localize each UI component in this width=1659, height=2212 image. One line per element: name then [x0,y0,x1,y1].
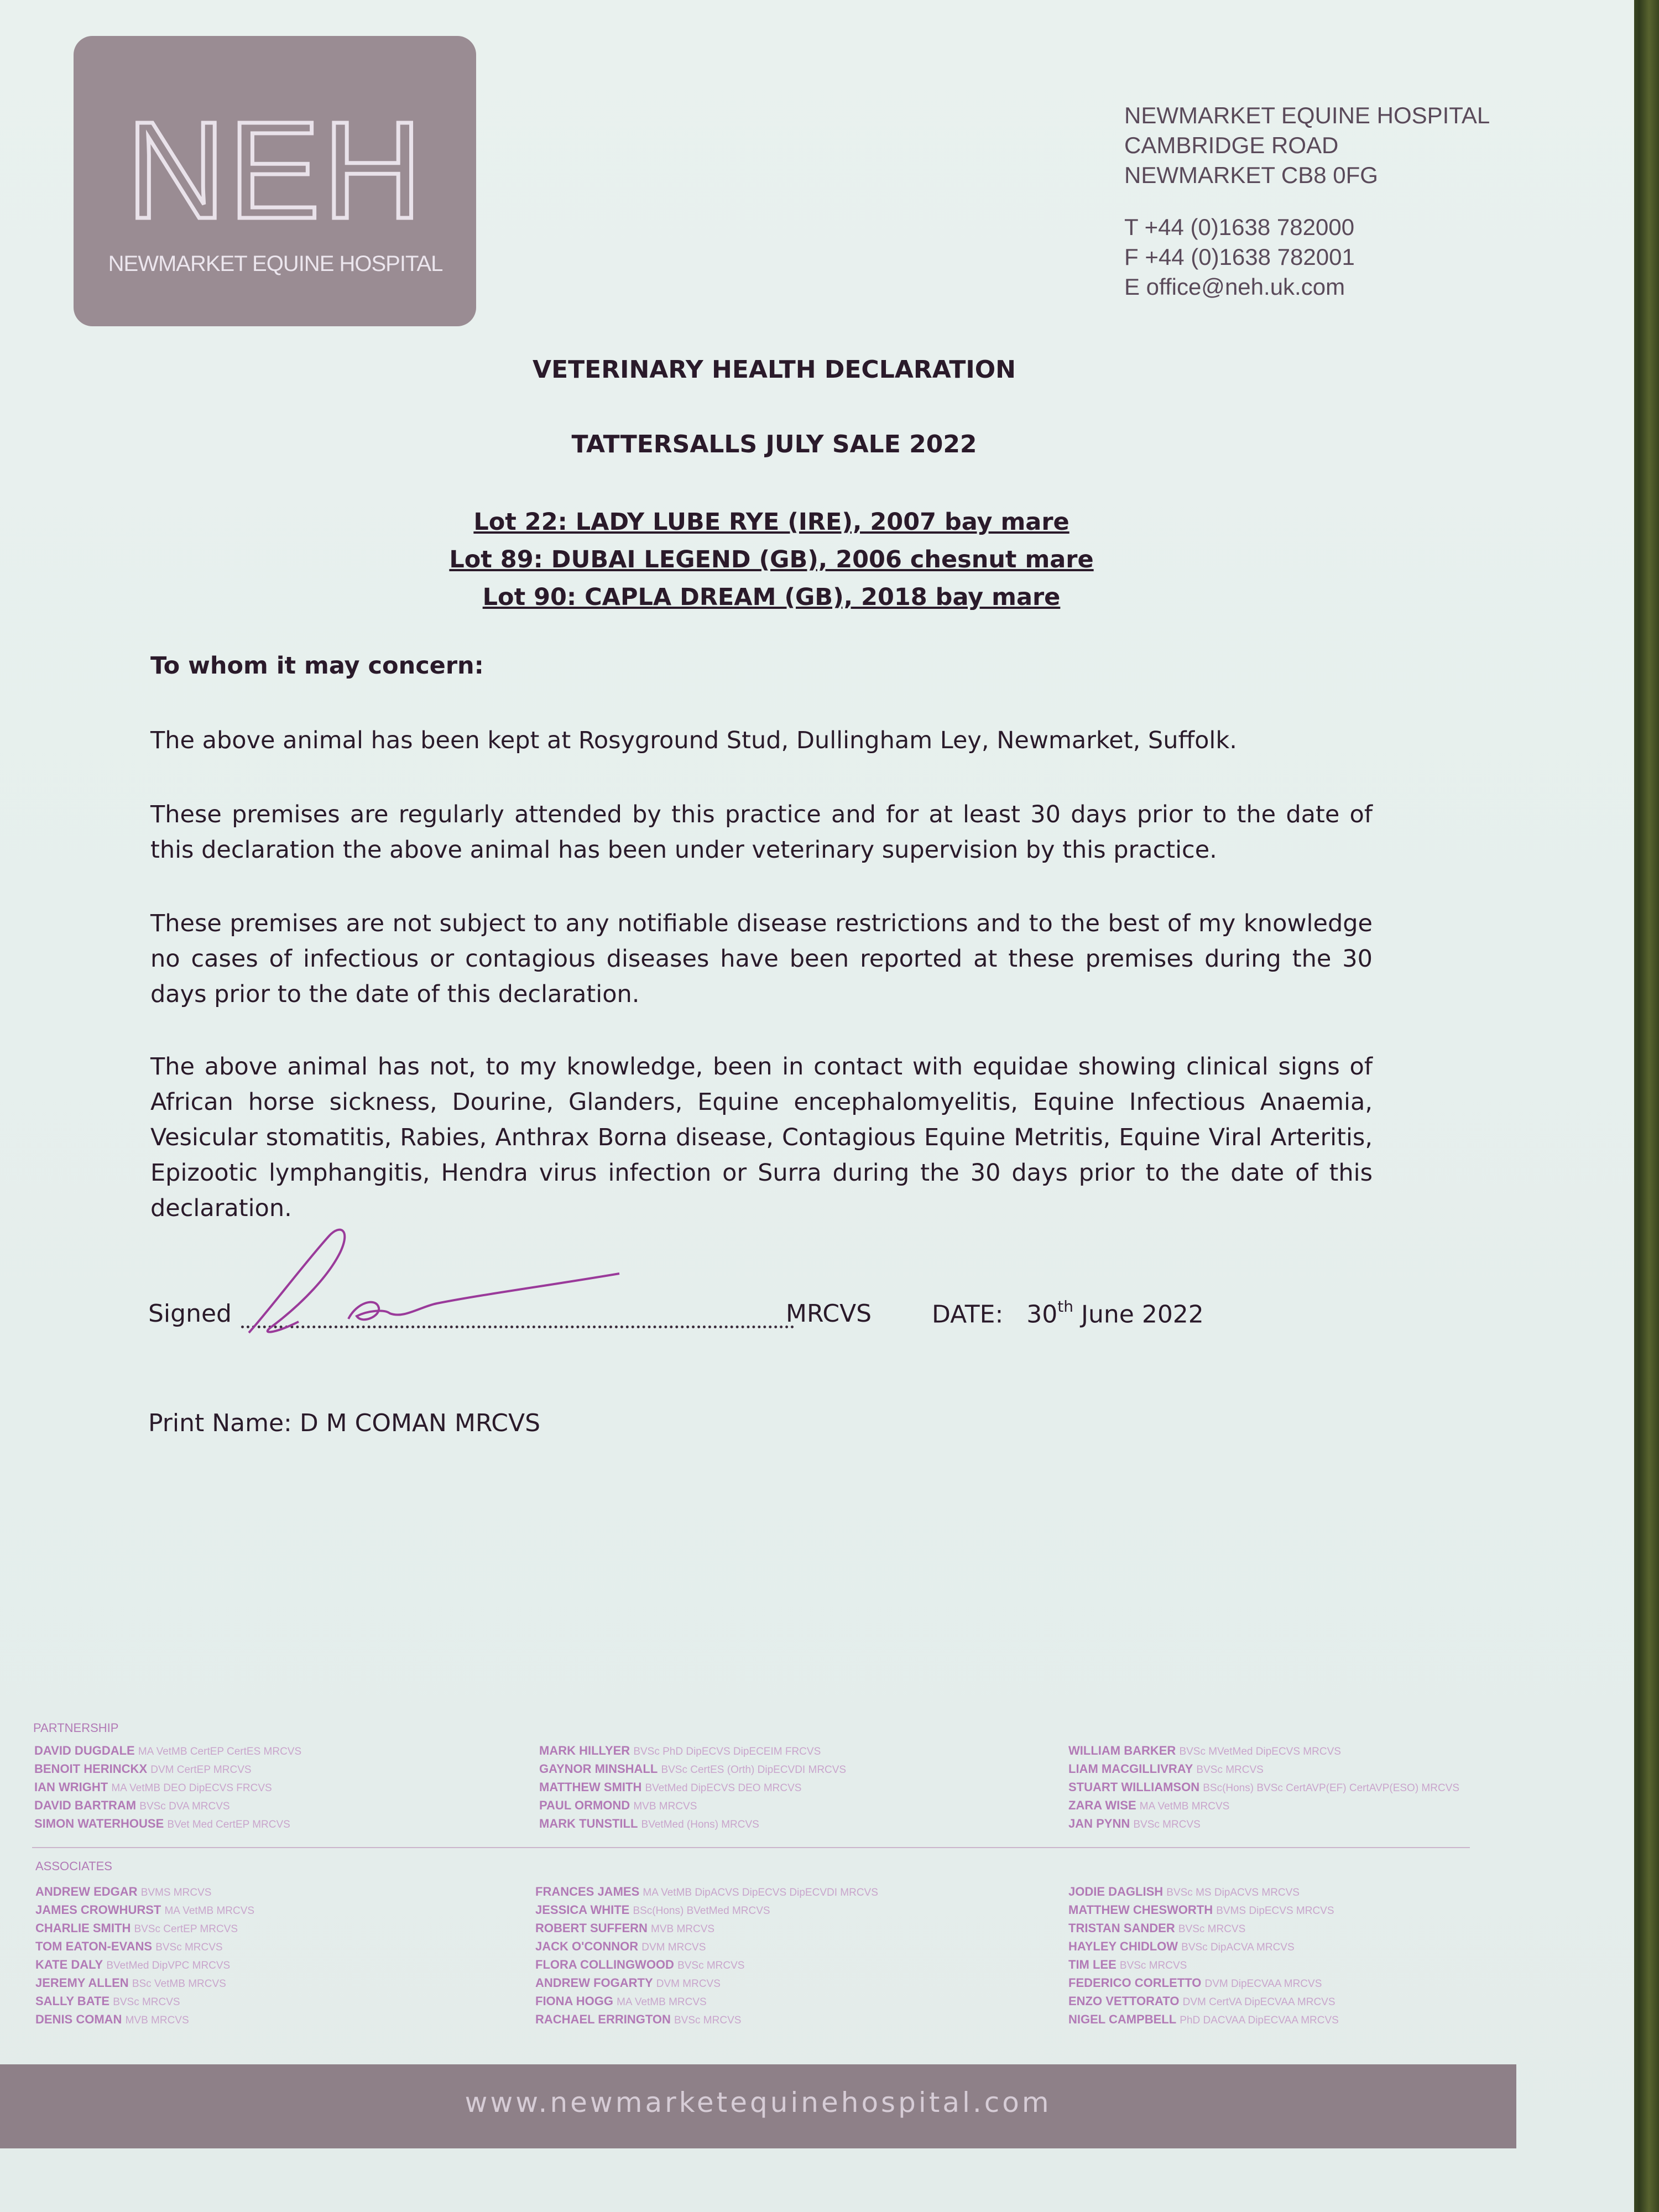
staff-entry [1068,1760,1459,1778]
staff-name: JACK O'CONNOR [535,1939,639,1953]
staff-entry [1068,1815,1459,1833]
date-label [932,1297,1204,1329]
staff-quals: MA VetMB MRCVS [617,1996,707,2008]
sale-title: TATTERSALLS JULY SALE 2022 [571,430,977,458]
staff-quals: BVSc DipACVA MRCVS [1181,1942,1295,1953]
staff-quals: MVB MRCVS [651,1923,715,1935]
lot-item: Lot 89: DUBAI LEGEND (GB), 2006 chesnut mare [449,546,1094,573]
address-line-2: CAMBRIDGE ROAD [1124,132,1339,158]
staff-entry [35,1956,254,1974]
paragraph-supervision: These premises are regularly attended by this practice and for at least 30 days prior to the date of this declaration the above animal has been under veterinary supervision by this practice. [150,801,1373,864]
staff-quals: BVetMed (Hons) MRCVS [641,1819,759,1830]
staff-entry [1068,1938,1339,1956]
staff-entry [539,1815,846,1833]
staff-name: ZARA WISE [1068,1798,1136,1812]
print-name: Print Name: D M COMAN MRCVS [148,1409,541,1437]
paragraph-restrictions: These premises are not subject to any notifiable disease restrictions and to the best of my knowledge no cases of infectious or contagious diseases have been reported at these premises during the 30 days prior to the date of this declaration. [150,910,1373,1008]
staff-name: TOM EATON-EVANS [35,1939,153,1953]
staff-quals: BVSc MVetMed DipECVS MRCVS [1179,1746,1341,1757]
address-fax: F +44 (0)1638 782001 [1124,244,1355,270]
associates-label: ASSOCIATES [35,1859,112,1873]
letterhead-address [1124,101,1511,302]
staff-quals: DVM CertVA DipECVAA MRCVS [1182,1996,1335,2008]
staff-entry [535,1974,878,1992]
date-day: 30 [1026,1300,1058,1329]
logo-subtitle: NEWMARKET EQUINE HOSPITAL [108,252,443,276]
staff-name: JESSICA WHITE [535,1903,630,1917]
staff-name: MARK HILLYER [539,1744,630,1757]
partnership-column-3 [1068,1742,1459,1833]
signed-label: Signed [148,1300,232,1328]
staff-name: CHARLIE SMITH [35,1921,131,1935]
staff-quals: BVSc PhD DipECVS DipECEIM FRCVS [633,1746,821,1757]
staff-quals: MVB MRCVS [125,2015,189,2026]
lot-item: Lot 22: LADY LUBE RYE (IRE), 2007 bay mare [473,508,1070,536]
staff-quals: DVM DipECVAA MRCVS [1204,1978,1322,1990]
staff-entry [539,1760,846,1778]
staff-entry [539,1797,846,1815]
staff-entry [1068,1797,1459,1815]
staff-name: LIAM MACGILLIVRAY [1068,1762,1193,1776]
staff-quals: BVSc MRCVS [1196,1764,1264,1776]
date-suffix: th [1057,1297,1074,1316]
staff-quals: BSc VetMB MRCVS [132,1978,226,1990]
partnership-label: PARTNERSHIP [33,1721,119,1735]
staff-quals: BVSc MS DipACVS MRCVS [1166,1887,1300,1898]
staff-entry [535,1992,878,2011]
staff-quals: BVSc MRCVS [674,2015,742,2026]
staff-quals: MA VetMB CertEP CertES MRCVS [138,1746,302,1757]
staff-name: STUART WILLIAMSON [1068,1780,1200,1794]
lot-item: Lot 90: CAPLA DREAM (GB), 2018 bay mare [482,583,1061,611]
staff-quals: BSc(Hons) BVSc CertAVP(EF) CertAVP(ESO) MRCVS [1203,1782,1460,1794]
staff-name: NIGEL CAMPBELL [1068,2012,1177,2026]
staff-entry [1068,1901,1339,1919]
staff-name: FRANCES JAMES [535,1885,640,1898]
handwritten-signature [238,1214,636,1347]
staff-quals: DVM CertEP MRCVS [150,1764,252,1776]
staff-name: MATTHEW CHESWORTH [1068,1903,1213,1917]
staff-name: BENOIT HERINCKX [34,1762,148,1776]
address-email: E office@neh.uk.com [1124,274,1345,300]
staff-entry [35,1901,254,1919]
document-title: VETERINARY HEALTH DECLARATION [533,356,1016,384]
staff-quals: PhD DACVAA DipECVAA MRCVS [1180,2015,1339,2026]
staff-name: DAVID DUGDALE [34,1744,135,1757]
staff-entry [535,1956,878,1974]
staff-quals: BVetMed DipVPC MRCVS [106,1960,231,1971]
staff-entry [34,1797,301,1815]
staff-name: JEREMY ALLEN [35,1976,129,1990]
staff-quals: BVSc MRCVS [1178,1923,1246,1935]
staff-quals: BVSc DVA MRCVS [139,1801,230,1812]
staff-name: SIMON WATERHOUSE [34,1817,164,1830]
staff-name: KATE DALY [35,1958,103,1971]
staff-name: FEDERICO CORLETTO [1068,1976,1202,1990]
staff-entry [1068,1883,1339,1901]
partnership-column-2 [539,1742,846,1833]
staff-entry [539,1742,846,1760]
paragraph-kept-at: The above animal has been kept at Rosyground Stud, Dullingham Ley, Newmarket, Suffolk. [150,727,1237,754]
staff-name: SALLY BATE [35,1994,110,2008]
staff-entry [1068,1919,1339,1938]
staff-name: DAVID BARTRAM [34,1798,137,1812]
staff-name: JAMES CROWHURST [35,1903,161,1917]
associates-column-2 [535,1883,878,2029]
staff-quals: BVetMed DipECVS DEO MRCVS [645,1782,802,1794]
staff-quals: MA VetMB MRCVS [164,1905,255,1917]
address-line-3: NEWMARKET CB8 0FG [1124,162,1378,188]
address-line-1: NEWMARKET EQUINE HOSPITAL [1124,102,1490,128]
staff-name: GAYNOR MINSHALL [539,1762,658,1776]
staff-entry [35,1938,254,1956]
staff-entry [535,1919,878,1938]
associates-column-1 [35,1883,254,2029]
partnership-column-1 [34,1742,301,1833]
lot-list [0,503,1543,616]
staff-name: JODIE DAGLISH [1068,1885,1164,1898]
staff-entry [35,1883,254,1901]
staff-entry [1068,2011,1339,2029]
staff-name: MATTHEW SMITH [539,1780,642,1794]
staff-quals: MA VetMB DEO DipECVS FRCVS [111,1782,272,1794]
mrcvs-label: MRCVS [786,1300,872,1328]
staff-quals: BVet Med CertEP MRCVS [167,1819,290,1830]
logo-letters: NEH [126,93,425,247]
staff-name: FIONA HOGG [535,1994,613,2008]
staff-entry [34,1742,301,1760]
staff-quals: BVMS MRCVS [140,1887,212,1898]
staff-name: HAYLEY CHIDLOW [1068,1939,1178,1953]
staff-name: WILLIAM BARKER [1068,1744,1176,1757]
staff-name: PAUL ORMOND [539,1798,630,1812]
staff-name: TIM LEE [1068,1958,1117,1971]
staff-entry [535,1883,878,1901]
staff-name: FLORA COLLINGWOOD [535,1958,674,1971]
staff-name: IAN WRIGHT [34,1780,108,1794]
staff-quals: BVSc CertEP MRCVS [134,1923,238,1935]
staff-entry [34,1815,301,1833]
staff-name: TRISTAN SANDER [1068,1921,1175,1935]
staff-quals: BVSc MRCVS [113,1996,180,2008]
staff-quals: DVM MRCVS [656,1978,721,1990]
date-label-text: DATE: [932,1300,1004,1329]
staff-quals: BVSc CertES (Orth) DipECVDI MRCVS [661,1764,847,1776]
staff-entry [1068,1956,1339,1974]
staff-entry [35,1992,254,2011]
staff-entry [535,2011,878,2029]
staff-entry [35,1919,254,1938]
staff-entry [1068,1974,1339,1992]
staff-entry [535,1938,878,1956]
staff-name: ENZO VETTORATO [1068,1994,1180,2008]
neh-logo [74,36,476,326]
staff-entry [535,1901,878,1919]
staff-name: RACHAEL ERRINGTON [535,2012,671,2026]
staff-entry [1068,1778,1459,1797]
staff-quals: BVSc MRCVS [1133,1819,1201,1830]
staff-name: ANDREW FOGARTY [535,1976,653,1990]
staff-entry [35,2011,254,2029]
paragraph-diseases: The above animal has not, to my knowledge, been in contact with equidae showing clinical signs of African horse sickness, Dourine, Glanders, Equine encephalomyelitis, Equine Infectious Anaemia, Vesicular stomatitis, Rabies, Anthrax Borna disease, Contagious Equine Metritis, Equine Viral Arteritis, Epizootic lymphangitis, Hendra virus infection or Surra during the 30 days prior to the date of this declaration. [150,1053,1373,1222]
staff-name: DENIS COMAN [35,2012,122,2026]
staff-divider [32,1847,1470,1848]
staff-entry [1068,1742,1459,1760]
staff-quals: BVSc MRCVS [1119,1960,1187,1971]
staff-name: ANDREW EDGAR [35,1885,138,1898]
staff-entry [35,1974,254,1992]
staff-name: JAN PYNN [1068,1817,1130,1830]
associates-column-3 [1068,1883,1339,2029]
footer-bar [0,2064,1516,2148]
staff-quals: BVSc MRCVS [677,1960,745,1971]
website-url: www.newmarketequinehospital.com [465,2086,1052,2119]
staff-quals: MA VetMB DipACVS DipECVS DipECVDI MRCVS [643,1887,878,1898]
staff-quals: DVM MRCVS [641,1942,706,1953]
date-rest: June 2022 [1081,1300,1204,1329]
staff-name: ROBERT SUFFERN [535,1921,648,1935]
staff-entry [539,1778,846,1797]
staff-quals: BVSc MRCVS [155,1942,223,1953]
staff-quals: MA VetMB MRCVS [1139,1801,1230,1812]
staff-quals: BVMS DipECVS MRCVS [1216,1905,1334,1917]
staff-entry [34,1760,301,1778]
staff-entry [1068,1992,1339,2011]
staff-entry [34,1778,301,1797]
salutation: To whom it may concern: [150,652,484,680]
staff-quals: MVB MRCVS [633,1801,697,1812]
staff-quals: BSc(Hons) BVetMed MRCVS [633,1905,770,1917]
staff-name: MARK TUNSTILL [539,1817,638,1830]
address-phone: T +44 (0)1638 782000 [1124,214,1355,240]
